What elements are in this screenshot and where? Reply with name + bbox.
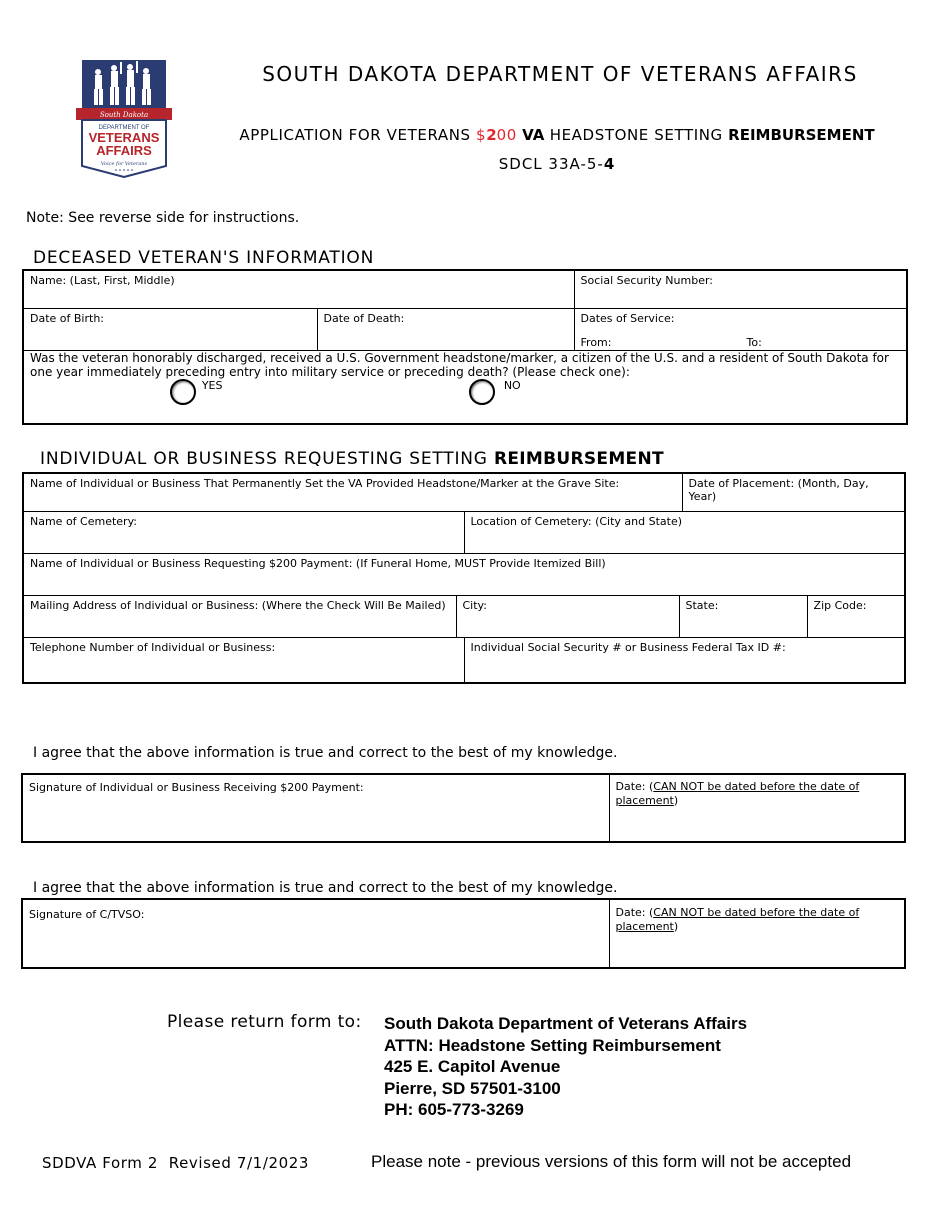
setter-name-field[interactable] bbox=[23, 473, 682, 511]
sdcl-reference bbox=[200, 155, 914, 173]
cemetery-name-field[interactable] bbox=[23, 511, 464, 553]
requester-info-table bbox=[22, 472, 906, 684]
instructions-note: Note: See reverse side for instructions. bbox=[26, 210, 300, 226]
return-address bbox=[384, 1013, 747, 1121]
dates-of-service-field[interactable] bbox=[574, 308, 907, 350]
sdcl-part-2: 4 bbox=[603, 155, 616, 173]
veteran-name-label: Name: (Last, First, Middle) bbox=[30, 274, 175, 287]
payee-signature-field[interactable] bbox=[22, 774, 609, 842]
payee-signature-table bbox=[21, 773, 906, 843]
requester-heading-bold: REIMBURSEMENT bbox=[493, 449, 664, 469]
subtitle-amount-bold: 2 bbox=[486, 126, 497, 144]
payee-date-suffix: ) bbox=[673, 794, 679, 807]
form-revision: SDDVA Form 2 Revised 7/1/2023 bbox=[42, 1154, 310, 1172]
return-line-1: South Dakota Department of Veterans Affairs bbox=[384, 1014, 748, 1033]
return-label: Please return form to: bbox=[167, 1012, 362, 1032]
return-phone: PH: 605-773-3269 bbox=[384, 1100, 524, 1119]
sdcl-part-1: SDCL 33A-5- bbox=[498, 155, 604, 173]
date-of-death-label: Date of Death: bbox=[323, 311, 405, 325]
ctvso-signature-label: Signature of C/TVSO: bbox=[29, 908, 145, 921]
setter-name-label: Name of Individual or Business That Permanently Set the VA Provided Headstone/Marker at the Grave Site: bbox=[30, 477, 620, 490]
tax-id-label: Individual Social Security # or Business Federal Tax ID #: bbox=[470, 640, 786, 654]
placement-date-field[interactable] bbox=[682, 473, 905, 511]
city-label: City: bbox=[462, 598, 487, 612]
ctvso-signature-field[interactable] bbox=[22, 899, 609, 968]
date-of-death-field[interactable] bbox=[317, 308, 574, 350]
city-field[interactable] bbox=[456, 595, 679, 637]
date-of-birth-field[interactable] bbox=[23, 308, 317, 350]
payee-date-note: CAN NOT be dated before the date of placement bbox=[615, 780, 860, 807]
payee-name-field[interactable] bbox=[23, 553, 905, 595]
ctvso-date-prefix: Date: ( bbox=[615, 906, 654, 919]
return-line-4: Pierre, SD 57501-3100 bbox=[384, 1078, 561, 1098]
page-title: SOUTH DAKOTA DEPARTMENT OF VETERANS AFFAIRS bbox=[262, 62, 858, 86]
cemetery-name-label: Name of Cemetery: bbox=[30, 514, 137, 528]
veteran-name-field[interactable] bbox=[23, 270, 574, 308]
placement-date-label: Date of Placement: (Month, Day, Year) bbox=[688, 477, 869, 503]
form-subtitle bbox=[200, 126, 914, 144]
veteran-info-table bbox=[22, 269, 908, 425]
cemetery-location-label: Location of Cemetery: (City and State) bbox=[470, 514, 683, 528]
subtitle-part-2: HEADSTONE SETTING bbox=[544, 126, 729, 144]
payee-signature-date-field[interactable] bbox=[609, 774, 905, 842]
ctvso-signature-table bbox=[21, 898, 906, 969]
no-label: NO bbox=[503, 378, 521, 392]
eligibility-question-cell bbox=[23, 350, 907, 424]
state-field[interactable] bbox=[679, 595, 807, 637]
version-notice: Please note - previous versions of this form will not be accepted bbox=[371, 1152, 852, 1171]
agreement-statement-1: I agree that the above information is true and correct to the best of my knowledge. bbox=[33, 745, 618, 761]
subtitle-part-1: APPLICATION FOR VETERANS bbox=[239, 126, 477, 144]
requester-section-heading bbox=[40, 449, 664, 469]
agreement-statement-2: I agree that the above information is true and correct to the best of my knowledge. bbox=[33, 880, 618, 896]
logo-line-2: DEPARTMENT OF bbox=[98, 125, 150, 131]
ctvso-signature-date-field[interactable] bbox=[609, 899, 905, 968]
sddva-logo bbox=[76, 58, 172, 178]
logo-line-3: VETERANS bbox=[88, 130, 160, 145]
telephone-field[interactable] bbox=[23, 637, 464, 683]
logo-tagline: Voice for Veterans bbox=[100, 161, 148, 167]
subtitle-dollar: $ bbox=[476, 126, 487, 144]
zip-code-label: Zip Code: bbox=[813, 598, 867, 612]
service-from-label: From: bbox=[580, 335, 612, 349]
no-radio[interactable] bbox=[469, 379, 495, 405]
dates-of-service-label: Dates of Service: bbox=[580, 311, 675, 325]
service-to-label: To: bbox=[746, 335, 762, 349]
payee-signature-label: Signature of Individual or Business Receiving $200 Payment: bbox=[29, 781, 364, 794]
return-line-2: ATTN: Headstone Setting Reimbursement bbox=[384, 1035, 721, 1055]
zip-code-field[interactable] bbox=[807, 595, 905, 637]
subtitle-reimbursement: REIMBURSEMENT bbox=[728, 126, 875, 144]
veteran-section-heading: DECEASED VETERAN'S INFORMATION bbox=[33, 248, 375, 268]
date-of-birth-label: Date of Birth: bbox=[30, 311, 105, 325]
subtitle-va: VA bbox=[516, 126, 545, 144]
eligibility-question: Was the veteran honorably discharged, received a U.S. Government headstone/marker, a citizen of the U.S. and a resident of South Dakota for one year immediately preceding entry into military service or preceding death? (Please check one): bbox=[30, 350, 889, 379]
ctvso-date-note: CAN NOT be dated before the date of placement bbox=[615, 906, 860, 933]
state-label: State: bbox=[685, 598, 719, 612]
mailing-address-field[interactable] bbox=[23, 595, 456, 637]
mailing-address-label: Mailing Address of Individual or Business: (Where the Check Will Be Mailed) bbox=[30, 598, 446, 612]
telephone-label: Telephone Number of Individual or Business: bbox=[30, 640, 276, 654]
tax-id-field[interactable] bbox=[464, 637, 905, 683]
requester-heading-part-1: INDIVIDUAL OR BUSINESS REQUESTING SETTING bbox=[40, 449, 494, 469]
payee-name-label: Name of Individual or Business Requesting $200 Payment: (If Funeral Home, MUST Provide Itemized Bill) bbox=[30, 556, 606, 570]
cemetery-location-field[interactable] bbox=[464, 511, 905, 553]
veteran-ssn-label: Social Security Number: bbox=[580, 274, 713, 287]
yes-radio[interactable] bbox=[170, 379, 196, 405]
return-line-3: 425 E. Capitol Avenue bbox=[384, 1057, 561, 1076]
payee-date-prefix: Date: ( bbox=[615, 780, 654, 793]
logo-line-4: AFFAIRS bbox=[96, 143, 152, 158]
logo-script-text: South Dakota bbox=[99, 111, 149, 119]
ctvso-date-suffix: ) bbox=[673, 920, 679, 933]
yes-label: YES bbox=[201, 378, 223, 392]
subtitle-amount-rest: 00 bbox=[496, 126, 517, 144]
veteran-ssn-field[interactable] bbox=[574, 270, 907, 308]
